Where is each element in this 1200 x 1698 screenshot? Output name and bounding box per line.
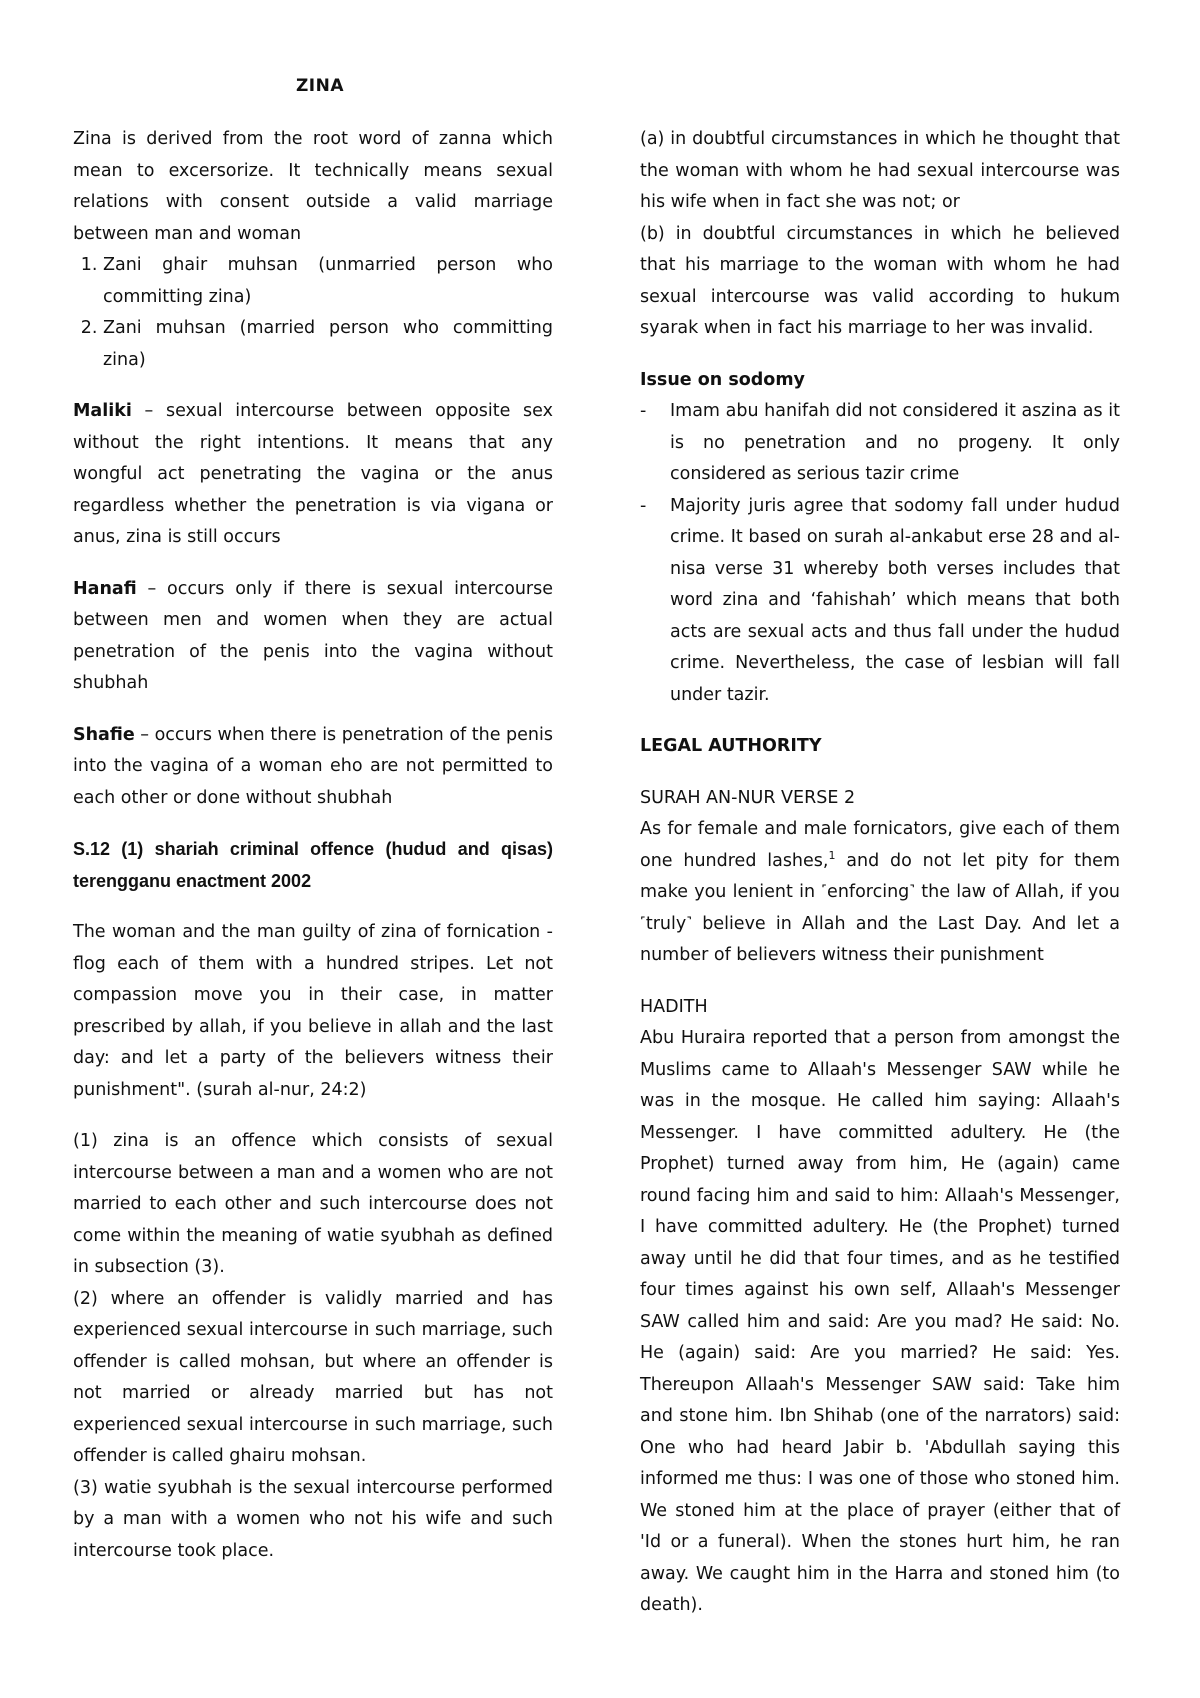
footnote-marker: 1 <box>828 848 836 862</box>
maliki-label: Maliki <box>73 401 132 421</box>
right-column <box>640 124 1120 1622</box>
hanafi-label: Hanafi <box>73 578 137 599</box>
shafie-label: Shafie <box>73 724 135 745</box>
left-column <box>73 124 553 1567</box>
dash-bullet: - <box>640 401 647 421</box>
list-item: - Majority juris agree that sodomy fall under hudud crime. It based on surah al-ankabut erse 28 and al-nisa verse 31 whereby both verses includes that word zina and ‘fahishah’ which means that both acts are sexual acts and thus fall under the hudud crime. Nevertheless, the case of lesbian will fall under tazir. <box>670 491 1120 712</box>
verse-paragraph: The woman and the man guilty of zina of fornication - flog each of them with a hundred stripes. Let not compassion move you in their case, in matter prescribed by allah, if you believe in allah and the last day: and let a party of the believers witness their punishment". (surah al-nur, 24:2) <box>73 922 553 1100</box>
maliki-text: – sexual intercourse between opposite sex without the right intentions. It means that any wongful act penetrating the vagina or the anus regardless whether the penetration is via vigana or anus, zina is still occurs <box>73 401 553 547</box>
list-item: - Imam abu hanifah did not considered it aszina as it is no penetration and no progeny. It only considered as serious tazir crime <box>670 396 1120 491</box>
shafie-paragraph <box>73 720 553 815</box>
sodomy-list <box>640 396 1120 711</box>
subsection-3: (3) watie syubhah is the sexual intercourse performed by a man with a women who not his wife and such intercourse took place. <box>73 1477 553 1561</box>
maliki-paragraph <box>73 396 553 554</box>
list-item: 2. Zani muhsan (married person who committing zina) <box>103 313 553 376</box>
hanafi-text: – occurs only if there is sexual intercourse between men and women when they are actual penetration of the penis into the vagina without shubhah <box>73 578 553 693</box>
condition-b: (b) in doubtful circumstances in which he believed that his marriage to the woman with whom he had sexual intercourse was valid according to hukum syarak when in fact his marriage to her was invalid. <box>640 223 1120 338</box>
surah-paragraph: As for female and male fornicators, give each of them one hundred lashes,$^1$ and do not let pity for them make you lenient in ˹enforcing˺ the law of Allah, if you ˹truly˺ believe in Allah and the Last Day. And let a number of believers witness their punishment <box>640 819 1120 965</box>
legal-authority-heading: LEGAL AUTHORITY <box>640 736 822 756</box>
subsection-1: (1) zina is an offence which consists of sexual intercourse between a man and a women who are not married to each other and such intercourse does not come within the meaning of watie syubhah as defined in subsection (3). <box>73 1131 553 1277</box>
subsection-2: (2) where an offender is validly married and has experienced sexual intercourse in such marriage, such offender is called mohsan, but where an offender is not married or already married but has not experienced sexual intercourse in such marriage, such offender is called ghairu mohsan. <box>73 1288 553 1466</box>
zina-types-list <box>73 250 553 376</box>
hadith-paragraph: Abu Huraira reported that a person from amongst the Muslims came to Allaah's Messenger SAW while he was in the mosque. He called him saying: Allaah's Messenger. I have committed adultery. He (the Prophet) turned away from him, He (again) came round facing him and said to him: Allaah's Messenger, I have committed adultery. He (the Prophet) turned away until he did that four times, and as he testified four times against his own self, Allaah's Messenger SAW called him and said: Are you mad? He said: No. He (again) said: Are you married? He said: Yes. Thereupon Allaah's Messenger SAW said: Take him and stone him. Ibn Shihab (one of the narrators) said: One who had heard Jabir b. 'Abdullah saying this informed me thus: I was one of those who stoned him. We stoned him at the place of prayer (either that of 'Id or a funeral). When the stones hurt him, he ran away. We caught him in the Harra and stoned him (to death). <box>640 1028 1120 1615</box>
section-12-heading: S.12 (1) shariah criminal offence (hudud and qisas) terengganu enactment 2002 <box>73 839 553 891</box>
intro-paragraph: Zina is derived from the root word of zanna which mean to excersorize. It technically means sexual relations with consent outside a valid marriage between man and woman <box>73 129 553 244</box>
shafie-text: – occurs when there is penetration of the penis into the vagina of a woman eho are not permitted to each other or done without shubhah <box>73 724 553 808</box>
dash-bullet: - <box>640 495 647 516</box>
sodomy-heading: Issue on sodomy <box>640 369 805 390</box>
hanafi-paragraph <box>73 574 553 700</box>
list-item: 1. Zani ghair muhsan (unmarried person who committing zina) <box>103 250 553 313</box>
page-title: ZINA <box>295 76 345 96</box>
condition-a: (a) in doubtful circumstances in which he thought that the woman with whom he had sexual intercourse was his wife when in fact she was not; or <box>640 129 1120 212</box>
surah-heading: SURAH AN-NUR VERSE 2 <box>640 787 856 808</box>
hadith-heading: HADITH <box>640 996 708 1017</box>
